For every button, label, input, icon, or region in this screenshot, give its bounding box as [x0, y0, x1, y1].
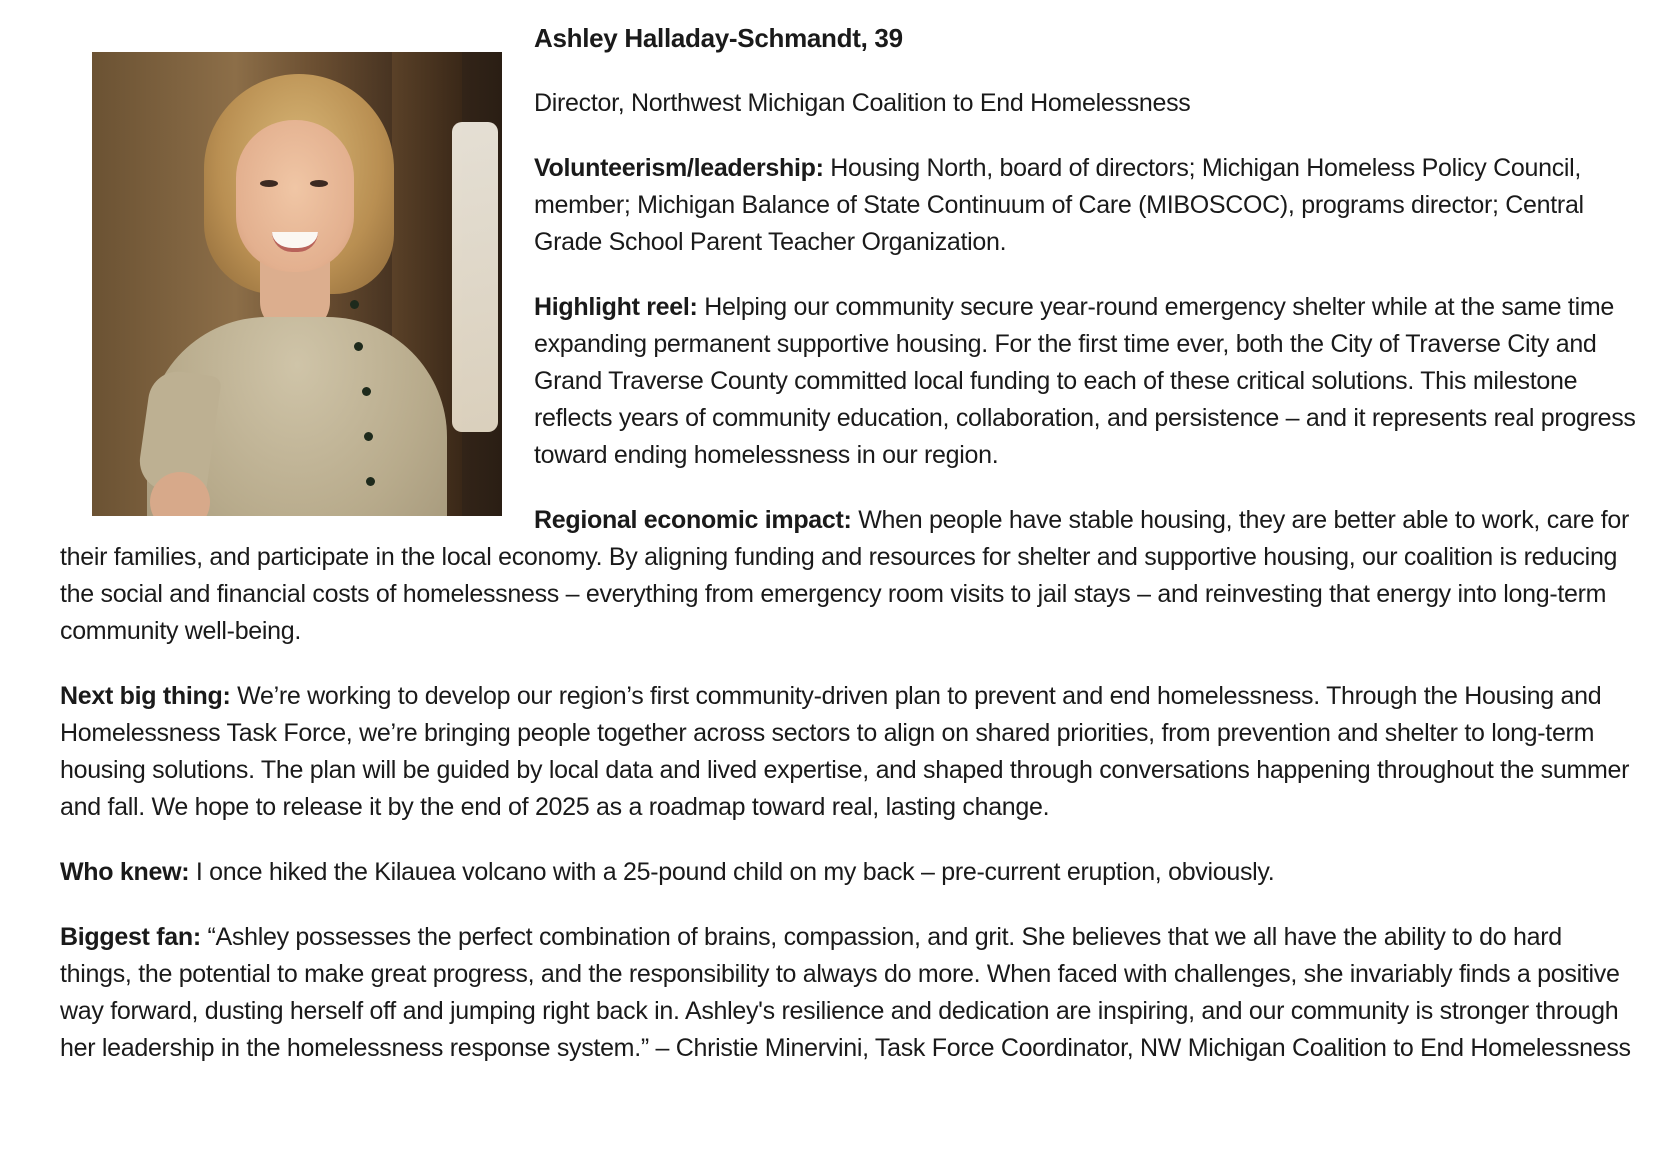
profile-article	[60, 20, 1640, 1095]
section-text: I once hiked the Kilauea volcano with a 25-pound child on my back – pre-current eruption, obviously.	[189, 858, 1275, 886]
section-label: Biggest fan:	[60, 923, 201, 951]
section-biggest-fan	[60, 919, 1640, 1067]
section-text: When people have stable housing, they are better able to work, care for their families, and participate in the local economy. By aligning funding and resources for shelter and supportive housing, our coalition is reducing the social and financial costs of homelessness – everything from emergency room visits to jail stays – and reinvesting that energy into long-term community well-being.	[60, 506, 1630, 645]
section-label: Highlight reel:	[534, 293, 698, 321]
photo-eye-left	[260, 180, 278, 187]
profile-name-age: Ashley Halladay-Schmandt, 39	[534, 23, 903, 53]
photo-background-window	[452, 122, 498, 432]
section-label: Who knew:	[60, 858, 190, 886]
dress-button	[354, 342, 363, 351]
section-text: We’re working to develop our region’s first community-driven plan to prevent and end homelessness. Through the Housing and Homelessness Task Force, we’re bringing people together across sectors to align on shared priorities, from prevention and shelter to long-term housing solutions. The plan will be guided by local data and lived expertise, and shaped through conversations happening throughout the summer and fall. We hope to release it by the end of 2025 as a roadmap toward real, lasting change.	[60, 682, 1630, 821]
section-label: Next big thing:	[60, 682, 231, 710]
photo-eye-right	[310, 180, 328, 187]
section-text: Helping our community secure year-round emergency shelter while at the same time expanding permanent supportive housing. For the first time ever, both the City of Traverse City and Grand Traverse County committed local funding to each of these critical solutions. This milestone reflects years of community education, collaboration, and persistence – and it represents real progress toward ending homelessness in our region.	[534, 293, 1636, 469]
section-label: Regional economic impact:	[534, 506, 852, 534]
section-regional-impact	[60, 502, 1640, 650]
section-text: “Ashley possesses the perfect combination of brains, compassion, and grit. She believes that we all have the ability to do hard things, the potential to make great progress, and the responsibility to always do more. When faced with challenges, she invariably finds a positive way forward, dusting herself off and jumping right back in. Ashley's resilience and dedication are inspiring, and our community is stronger through her leadership in the homelessness response system.” – Christie Minervini, Task Force Coordinator, NW Michigan Coalition to End Homelessness	[60, 923, 1631, 1062]
dress-button	[350, 300, 359, 309]
section-next-big-thing	[60, 678, 1640, 826]
dress-button	[362, 387, 371, 396]
portrait-photo	[92, 52, 502, 516]
profile-title: Director, Northwest Michigan Coalition to End Homelessness	[534, 89, 1191, 117]
dress-button	[364, 432, 373, 441]
section-text: Housing North, board of directors; Michigan Homeless Policy Council, member; Michigan Balance of State Continuum of Care (MIBOSCOC), programs director; Central Grade School Parent Teacher Organization.	[534, 154, 1584, 256]
section-label: Volunteerism/leadership:	[534, 154, 824, 182]
dress-button	[366, 477, 375, 486]
section-who-knew	[60, 854, 1640, 891]
